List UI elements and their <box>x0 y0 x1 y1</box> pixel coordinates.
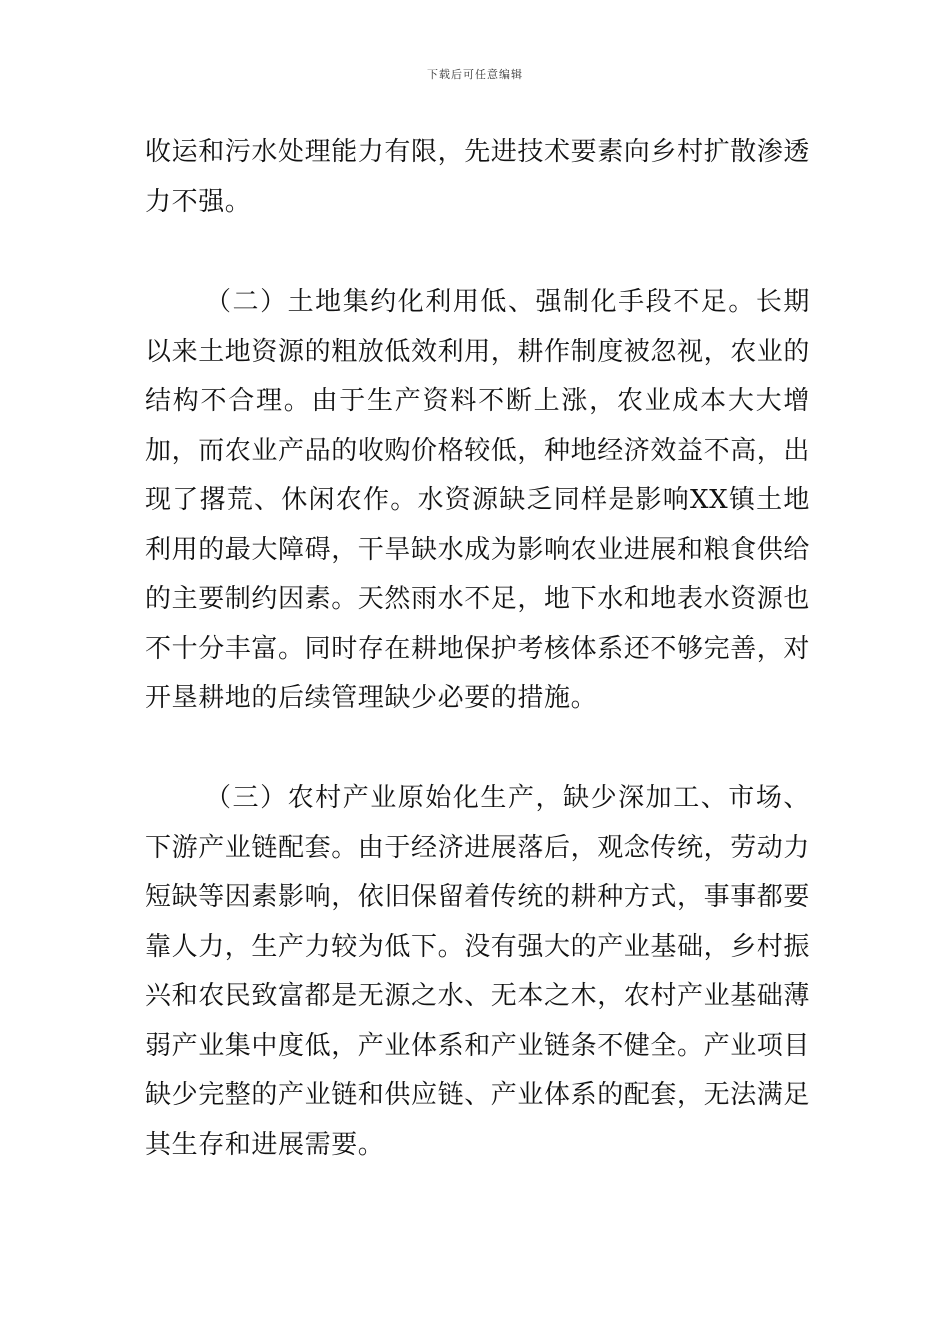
paragraph-rural-industry: （三）农村产业原始化生产，缺少深加工、市场、下游产业链配套。由于经济进展落后，观念传统，劳动力短缺等因素影响，依旧保留着传统的耕种方式，事事都要靠人力，生产力较为低下。没有强大的产业基础，乡村振兴和农民致富都是无源之水、无本之木，农村产业基础薄弱产业集中度低，产业体系和产业链条不健全。产业项目缺少完整的产业链和供应链、产业体系的配套，无法满足其生存和进展需要。 <box>145 783 811 1160</box>
paragraph-continuation: 收运和污水处理能力有限，先进技术要素向乡村扩散渗透力不强。 <box>145 137 811 217</box>
page-header: 下载后可任意编辑 <box>427 68 523 81</box>
paragraph-land-use: （二）土地集约化利用低、强制化手段不足。长期以来土地资源的粗放低效利用，耕作制度被忽视，农业的结构不合理。由于生产资料不断上涨，农业成本大大增加，而农业产品的收购价格较低，种地经济效益不高，出现了撂荒、休闲农作。水资源缺乏同样是影响XX镇土地利用的最大障碍，干旱缺水成为影响农业进展和粮食供给的主要制约因素。天然雨水不足，地下水和地表水资源也不十分丰富。同时存在耕地保护考核体系还不够完善，对开垦耕地的后续管理缺少必要的措施。 <box>145 287 811 713</box>
